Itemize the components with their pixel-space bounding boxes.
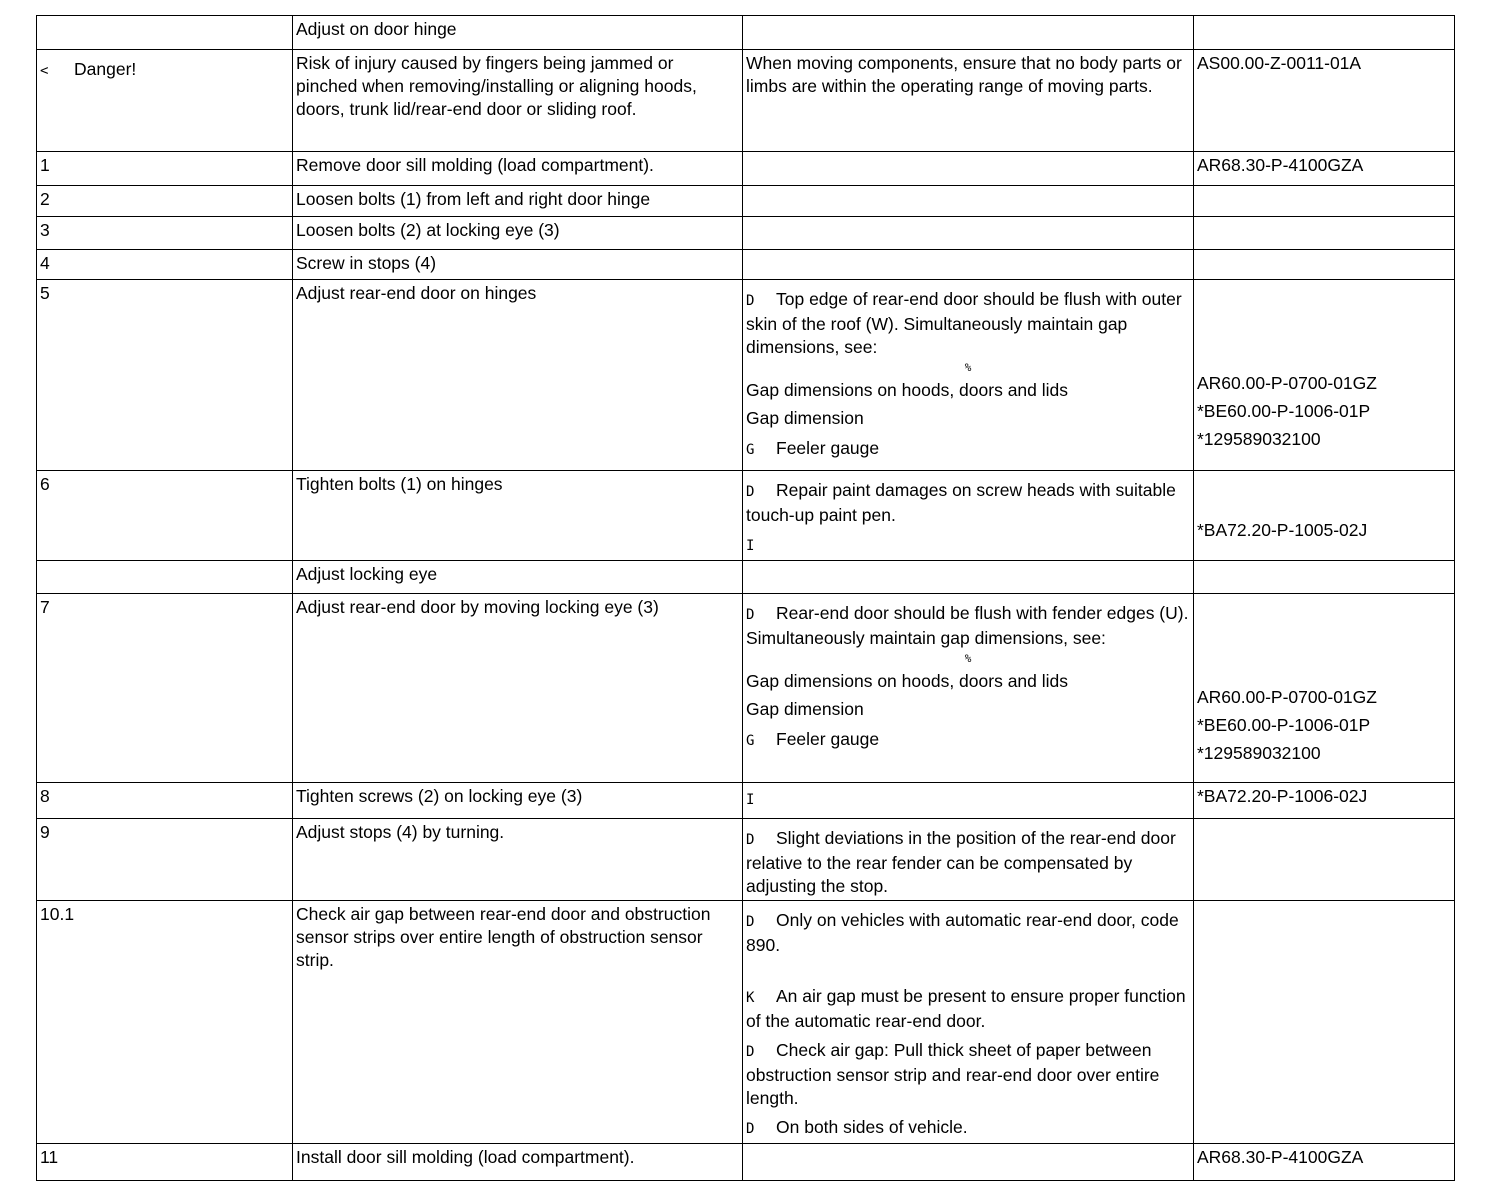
note — [746, 1116, 1190, 1141]
note-icon: D — [746, 484, 755, 500]
notes-cell — [743, 280, 1194, 471]
step-cell: 2 — [37, 186, 293, 217]
step-cell: 6 — [37, 471, 293, 561]
action-cell: Adjust rear-end door on hinges — [293, 280, 743, 471]
action-cell: Tighten bolts (1) on hinges — [293, 471, 743, 561]
note-text: Top edge of rear-end door should be flush with outer skin of the roof (W). Simultaneously maintain gap dimensions, see: — [746, 289, 1182, 357]
ref-cell — [1194, 186, 1455, 217]
ref-cell — [1194, 152, 1455, 186]
repair-procedure-table — [36, 15, 1455, 1181]
gap-dimensions-link[interactable]: Gap dimensions on hoods, doors and lids — [746, 671, 1069, 691]
note-text: On both sides of vehicle. — [776, 1117, 968, 1137]
step-cell: 5 — [37, 280, 293, 471]
action-cell: Risk of injury caused by fingers being jammed or pinched when removing/installing or aligning hoods, doors, trunk lid/rear-end door or sliding roof. — [293, 50, 743, 152]
note-icon: D — [746, 1121, 755, 1137]
note-text: Check air gap: Pull thick sheet of paper between obstruction sensor strip and rear-end door over entire length. — [746, 1040, 1160, 1108]
step-cell — [37, 50, 293, 152]
ref-cell — [1194, 217, 1455, 250]
ref-link[interactable]: *BE60.00-P-1006-01P — [1197, 401, 1371, 421]
note — [746, 909, 1190, 957]
ref-cell — [1194, 471, 1455, 561]
action-cell: Adjust rear-end door by moving locking eye (3) — [293, 594, 743, 783]
link-icon: % — [964, 361, 972, 374]
notes-cell — [743, 152, 1194, 186]
note — [746, 288, 1190, 359]
link-icon: % — [964, 652, 972, 665]
notes-cell — [743, 594, 1194, 783]
tool-icon: G — [746, 442, 755, 458]
ref-link[interactable]: AR60.00-P-0700-01GZ — [1197, 373, 1377, 393]
torque-icon: I — [746, 538, 755, 554]
note — [746, 479, 1190, 527]
step-cell: 7 — [37, 594, 293, 783]
table-row — [37, 594, 1455, 783]
step-cell: 10.1 — [37, 901, 293, 1144]
ref-link[interactable]: *129589032100 — [1197, 429, 1321, 449]
ref-link[interactable]: *BA72.20-P-1005-02J — [1197, 520, 1368, 540]
ref-cell — [1194, 50, 1455, 152]
ref-cell — [1194, 561, 1455, 594]
table-row — [37, 561, 1455, 594]
ref-cell — [1194, 819, 1455, 901]
step-cell — [37, 16, 293, 50]
note-text: An air gap must be present to ensure proper function of the automatic rear-end door. — [746, 986, 1186, 1031]
gap-dimension-link[interactable]: Gap dimension — [746, 699, 864, 719]
step-cell: 1 — [37, 152, 293, 186]
notes-cell: When moving components, ensure that no body parts or limbs are within the operating range of moving parts. — [743, 50, 1194, 152]
notes-cell — [743, 250, 1194, 280]
note — [746, 827, 1190, 898]
note-icon: D — [746, 914, 755, 930]
action-cell: Tighten screws (2) on locking eye (3) — [293, 783, 743, 819]
action-cell: Adjust stops (4) by turning. — [293, 819, 743, 901]
ref-link[interactable]: AS00.00-Z-0011-01A — [1197, 53, 1362, 73]
table-row — [37, 471, 1455, 561]
gap-dimension-link[interactable]: Gap dimension — [746, 408, 864, 428]
notes-cell — [743, 217, 1194, 250]
action-cell: Remove door sill molding (load compartment). — [293, 152, 743, 186]
table-row — [37, 186, 1455, 217]
ref-cell — [1194, 783, 1455, 819]
gap-dimensions-link[interactable]: Gap dimensions on hoods, doors and lids — [746, 380, 1069, 400]
note-icon: D — [746, 1044, 755, 1060]
ref-link[interactable]: *BE60.00-P-1006-01P — [1197, 715, 1371, 735]
table-row — [37, 1144, 1455, 1181]
note-icon: D — [746, 293, 755, 309]
step-cell: 3 — [37, 217, 293, 250]
notes-cell — [743, 471, 1194, 561]
table-row — [37, 217, 1455, 250]
tool-icon: G — [746, 733, 755, 749]
notes-cell — [743, 783, 1194, 819]
notes-cell — [743, 901, 1194, 1144]
notes-cell — [743, 186, 1194, 217]
action-cell: Loosen bolts (1) from left and right door hinge — [293, 186, 743, 217]
step-cell: 8 — [37, 783, 293, 819]
table-row — [37, 819, 1455, 901]
ref-cell — [1194, 901, 1455, 1144]
ref-cell — [1194, 594, 1455, 783]
action-cell: Loosen bolts (2) at locking eye (3) — [293, 217, 743, 250]
note — [746, 602, 1190, 650]
ref-cell — [1194, 16, 1455, 50]
action-cell: Adjust on door hinge — [293, 16, 743, 50]
step-cell: 4 — [37, 250, 293, 280]
table-row — [37, 250, 1455, 280]
action-cell: Screw in stops (4) — [293, 250, 743, 280]
table-row — [37, 280, 1455, 471]
step-cell: 11 — [37, 1144, 293, 1181]
caution-note — [746, 985, 1190, 1033]
note-text: Only on vehicles with automatic rear-end door, code 890. — [746, 910, 1179, 955]
note-text: Slight deviations in the position of the rear-end door relative to the rear fender can be compensated by adjusting the stop. — [746, 828, 1176, 896]
ref-cell — [1194, 280, 1455, 471]
table-row-danger — [37, 50, 1455, 152]
danger-label: Danger! — [74, 59, 137, 79]
ref-cell — [1194, 250, 1455, 280]
action-cell: Check air gap between rear-end door and obstruction sensor strips over entire length of obstruction sensor strip. — [293, 901, 743, 1144]
step-cell: 9 — [37, 819, 293, 901]
ref-link[interactable]: *129589032100 — [1197, 743, 1321, 763]
table-row — [37, 783, 1455, 819]
table-row — [37, 152, 1455, 186]
ref-link[interactable]: AR68.30-P-4100GZA — [1197, 1147, 1364, 1167]
note-text: Rear-end door should be flush with fender edges (U). Simultaneously maintain gap dimensions, see: — [746, 603, 1189, 648]
tool-text: Feeler gauge — [776, 729, 880, 749]
caution-icon: K — [746, 990, 755, 1006]
note-icon: D — [746, 607, 755, 623]
ref-link[interactable]: AR68.30-P-4100GZA — [1197, 155, 1364, 175]
notes-cell — [743, 819, 1194, 901]
danger-icon: < — [40, 63, 49, 79]
tool-text: Feeler gauge — [776, 438, 880, 458]
notes-cell — [743, 1144, 1194, 1181]
table-row — [37, 901, 1455, 1144]
notes-cell — [743, 16, 1194, 50]
note-icon: D — [746, 832, 755, 848]
action-cell: Install door sill molding (load compartment). — [293, 1144, 743, 1181]
step-cell — [37, 561, 293, 594]
action-cell: Adjust locking eye — [293, 561, 743, 594]
note — [746, 1039, 1190, 1110]
table-row — [37, 16, 1455, 50]
ref-link[interactable]: *BA72.20-P-1006-02J — [1197, 786, 1368, 806]
note-text: Repair paint damages on screw heads with suitable touch-up paint pen. — [746, 480, 1176, 525]
ref-cell — [1194, 1144, 1455, 1181]
notes-cell — [743, 561, 1194, 594]
torque-icon: I — [746, 792, 755, 808]
ref-link[interactable]: AR60.00-P-0700-01GZ — [1197, 687, 1377, 707]
